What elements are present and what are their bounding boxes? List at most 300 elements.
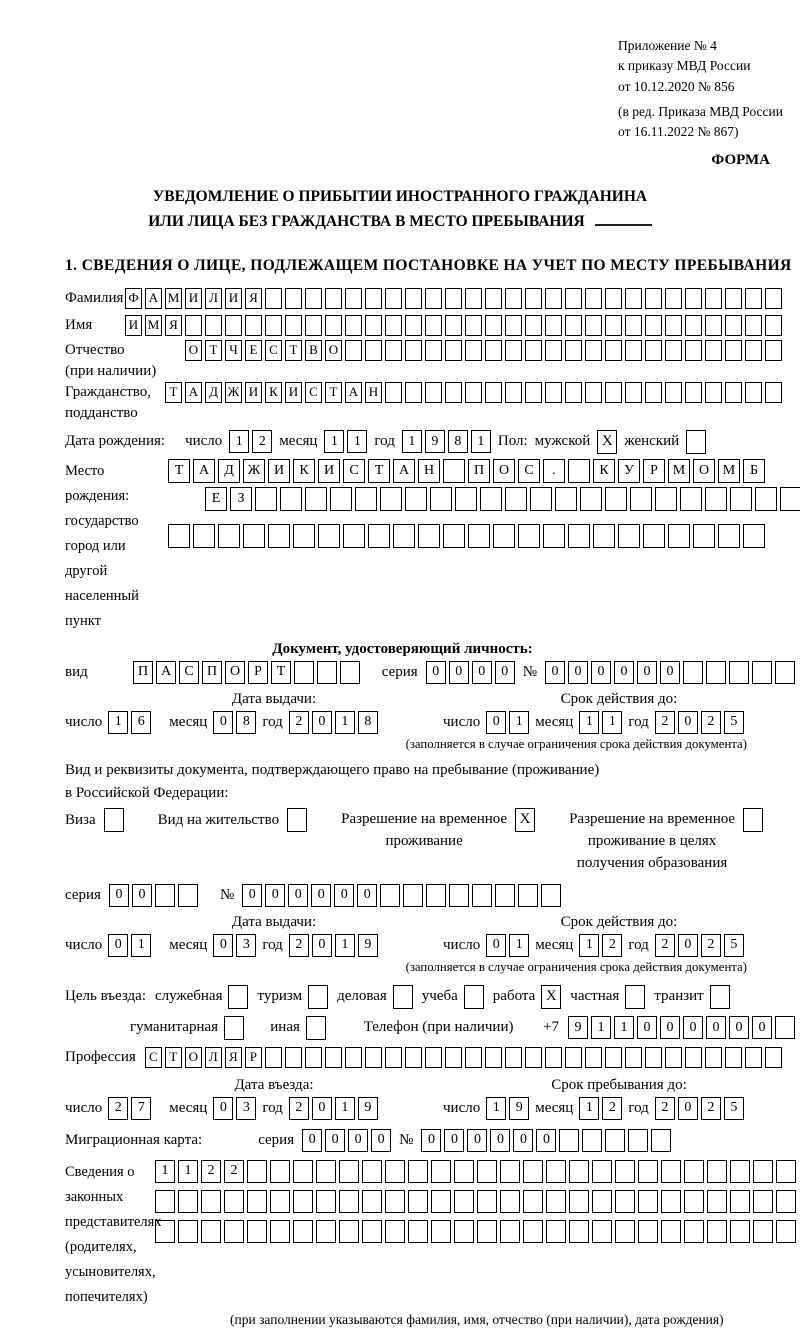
char-box: 2 [701, 1097, 721, 1120]
char-box [753, 1190, 773, 1213]
char-box [685, 288, 702, 309]
char-box [615, 1160, 635, 1183]
char-box: 2 [252, 430, 272, 453]
char-box [316, 1220, 336, 1243]
char-box [585, 315, 602, 336]
patronymic-boxes [185, 340, 782, 361]
char-box [472, 884, 492, 907]
char-box [523, 1160, 543, 1183]
char-box: 2 [655, 934, 675, 957]
char-box [500, 1220, 520, 1243]
char-box [265, 315, 282, 336]
char-box [685, 340, 702, 361]
char-box [645, 340, 662, 361]
header-line: к приказу МВД России [618, 58, 751, 74]
char-box [665, 340, 682, 361]
char-box: С [305, 382, 322, 403]
char-box [477, 1190, 497, 1213]
char-box [505, 382, 522, 403]
char-box: 1 [335, 934, 355, 957]
char-box [293, 1220, 313, 1243]
char-box [225, 315, 242, 336]
char-box: 0 [213, 1097, 233, 1120]
identity-dates-block [65, 691, 795, 734]
char-box [340, 661, 360, 684]
char-box [725, 1047, 742, 1068]
char-box [665, 382, 682, 403]
checkbox-box [287, 808, 307, 832]
forma-label: ФОРМА [711, 152, 770, 169]
char-box [523, 1220, 543, 1243]
char-box [546, 1220, 566, 1243]
option-temp-residence-education-label: Разрешение на временное проживание в целях получения образования [569, 810, 736, 871]
citizenship-boxes [165, 382, 782, 403]
birth-place-labels: Место рождения: государство город или другой населенный пункт [65, 462, 139, 629]
char-box [325, 1047, 342, 1068]
entry-purpose-row2 [130, 1016, 795, 1040]
char-box [543, 524, 565, 548]
char-box [555, 487, 577, 511]
char-box [645, 315, 662, 336]
char-box [385, 315, 402, 336]
birth-place-row2 [205, 487, 800, 511]
identity-doc-heading: Документ, удостоверяющий личность: [272, 640, 533, 657]
char-box [380, 884, 400, 907]
char-box [193, 524, 215, 548]
seriya-label: серия [65, 886, 101, 903]
purpose-official: служебная [155, 985, 249, 1009]
char-box: 3 [236, 934, 256, 957]
char-box [565, 288, 582, 309]
char-box: 0 [265, 884, 285, 907]
char-box: 0 [568, 661, 588, 684]
char-box: 0 [513, 1129, 533, 1152]
number-label: № [399, 1131, 414, 1148]
residence-valid-day [486, 934, 529, 957]
year-label: год [262, 713, 283, 730]
char-box: 1 [509, 711, 529, 734]
char-box: 9 [509, 1097, 529, 1120]
entry-date-row [65, 1097, 443, 1120]
char-box [500, 1160, 520, 1183]
residence-issue-month [213, 934, 256, 957]
char-box [385, 288, 402, 309]
option-temp-residence-label: Разрешение на временное проживание [341, 810, 508, 849]
char-box [505, 1047, 522, 1068]
char-box [293, 524, 315, 548]
identity-issue-col [65, 691, 443, 734]
migration-seriya-boxes [302, 1129, 391, 1152]
profession-label: Профессия [65, 1048, 136, 1065]
day-label: число [65, 713, 103, 730]
char-box [625, 315, 642, 336]
char-box: 5 [724, 934, 744, 957]
char-box: Б [743, 459, 765, 483]
char-box [325, 315, 342, 336]
legal-representatives-boxes [155, 1160, 796, 1250]
char-box: 0 [302, 1129, 322, 1152]
char-box: 0 [637, 1016, 657, 1039]
char-box [454, 1190, 474, 1213]
char-box: О [185, 1047, 202, 1068]
phone-prefix: +7 [543, 1019, 559, 1036]
char-box: 0 [706, 1016, 726, 1039]
char-box [485, 288, 502, 309]
char-box [443, 524, 465, 548]
birth-month-boxes [324, 430, 367, 453]
char-box [559, 1129, 579, 1152]
char-box [638, 1220, 658, 1243]
char-box [247, 1160, 267, 1183]
char-box [168, 524, 190, 548]
char-box: 3 [236, 1097, 256, 1120]
year-label: год [374, 433, 395, 450]
char-box [730, 1190, 750, 1213]
char-box [224, 1220, 244, 1243]
char-box [638, 1190, 658, 1213]
issue-date-header: Дата выдачи: [231, 690, 317, 707]
char-box [408, 1190, 428, 1213]
year-label: год [628, 936, 649, 953]
char-box: Ж [243, 459, 265, 483]
char-box [368, 524, 390, 548]
checkbox-box: X [597, 430, 617, 454]
char-box [645, 288, 662, 309]
char-box [465, 382, 482, 403]
char-box: 0 [637, 661, 657, 684]
day-label: число [65, 936, 103, 953]
char-box [318, 524, 340, 548]
char-box [725, 382, 742, 403]
birth-date-label: Дата рождения: [65, 433, 166, 450]
char-box [505, 487, 527, 511]
char-box: И [125, 315, 142, 336]
char-box: А [156, 661, 176, 684]
char-box: 2 [655, 711, 675, 734]
char-box [582, 1129, 602, 1152]
month-label: месяц [279, 433, 318, 450]
char-box [565, 1047, 582, 1068]
identity-issue-year [289, 711, 378, 734]
char-box: 0 [472, 661, 492, 684]
stay-until-header: Срок пребывания до: [551, 1076, 687, 1093]
char-box [707, 1160, 727, 1183]
char-box: Ч [225, 340, 242, 361]
char-box [443, 459, 465, 483]
char-box [365, 340, 382, 361]
char-box: 2 [655, 1097, 675, 1120]
char-box: С [145, 1047, 162, 1068]
sex-label: Пол: [497, 433, 528, 450]
char-box [317, 661, 337, 684]
identity-issue-month [213, 711, 256, 734]
patronymic-label: Отчество (при наличии) [65, 341, 157, 379]
char-box: 2 [289, 934, 309, 957]
char-box: 0 [683, 1016, 703, 1039]
char-box: 1 [591, 1016, 611, 1039]
char-box [445, 382, 462, 403]
citizenship-label: Гражданство, подданство [65, 383, 152, 421]
char-box [305, 288, 322, 309]
char-box [568, 524, 590, 548]
char-box: 0 [545, 661, 565, 684]
char-box [593, 524, 615, 548]
char-box [685, 1047, 702, 1068]
char-box [615, 1190, 635, 1213]
char-box [684, 1190, 704, 1213]
char-box [518, 524, 540, 548]
char-box [545, 288, 562, 309]
char-box [684, 1160, 704, 1183]
char-box [418, 524, 440, 548]
month-label: месяц [535, 1099, 574, 1116]
char-box [693, 524, 715, 548]
identity-valid-day [486, 711, 529, 734]
sex-female-label: женский [624, 433, 680, 450]
char-box [485, 340, 502, 361]
section1-heading: 1. СВЕДЕНИЯ О ЛИЦЕ, ПОДЛЕЖАЩЕМ ПОСТАНОВКЕ НА УЧЕТ ПО МЕСТУ ПРЕБЫВАНИЯ [65, 256, 792, 274]
char-box: М [165, 288, 182, 309]
char-box [580, 487, 602, 511]
char-box [765, 382, 782, 403]
char-box: 0 [325, 1129, 345, 1152]
sex-female-checkbox [686, 430, 706, 454]
char-box [705, 288, 722, 309]
residence-number-boxes [242, 884, 561, 907]
char-box: Л [205, 1047, 222, 1068]
char-box [565, 340, 582, 361]
char-box [605, 315, 622, 336]
char-box: 5 [724, 711, 744, 734]
char-box: К [293, 459, 315, 483]
char-box [605, 1129, 625, 1152]
char-box: 0 [614, 661, 634, 684]
identity-issue-day [108, 711, 151, 734]
purpose-study: учеба [422, 985, 484, 1009]
residence-doc-intro2: в Российской Федерации: [65, 784, 229, 801]
entry-day [108, 1097, 151, 1120]
char-box: О [493, 459, 515, 483]
char-box [545, 382, 562, 403]
char-box: 1 [131, 934, 151, 957]
char-box [270, 1220, 290, 1243]
char-box: Т [165, 1047, 182, 1068]
sex-male-checkbox [597, 430, 617, 454]
char-box [403, 884, 423, 907]
char-box [743, 524, 765, 548]
char-box [518, 884, 538, 907]
purpose-tourism-checkbox [308, 985, 328, 1009]
char-box [265, 1047, 282, 1068]
sex-male-label: мужской [534, 433, 591, 450]
char-box: 1 [335, 711, 355, 734]
char-box [270, 1190, 290, 1213]
form-title-line2: ИЛИ ЛИЦА БЕЗ ГРАЖДАНСТВА В МЕСТО ПРЕБЫВАНИЯ [0, 210, 800, 235]
checkbox-box [393, 985, 413, 1009]
char-box [285, 1047, 302, 1068]
identity-valid-col [443, 691, 795, 734]
char-box [645, 1047, 662, 1068]
identity-number-boxes [545, 661, 795, 684]
char-box: О [693, 459, 715, 483]
char-box: 0 [213, 934, 233, 957]
char-box: 1 [229, 430, 249, 453]
char-box: О [325, 340, 342, 361]
identity-kind-row [65, 661, 795, 684]
header-line: от 16.11.2022 № 867) [618, 124, 739, 139]
valid-until-header: Срок действия до: [560, 690, 678, 707]
char-box [730, 487, 752, 511]
char-box [385, 1220, 405, 1243]
char-box [155, 1190, 175, 1213]
residence-issue-day [108, 934, 151, 957]
char-box [305, 1047, 322, 1068]
char-box [775, 1016, 795, 1039]
char-box [465, 340, 482, 361]
legal-row3 [155, 1220, 796, 1243]
residence-valid-row [443, 934, 795, 957]
purpose-work: работа X [493, 985, 562, 1009]
identity-valid-row [443, 711, 795, 734]
char-box [655, 487, 677, 511]
purpose-transit: транзит [654, 985, 729, 1009]
char-box: Д [218, 459, 240, 483]
purpose-study-checkbox [464, 985, 484, 1009]
char-box: Я [165, 315, 182, 336]
char-box [651, 1129, 671, 1152]
char-box [705, 382, 722, 403]
char-box [455, 487, 477, 511]
char-box [480, 487, 502, 511]
char-box [525, 315, 542, 336]
char-box [765, 288, 782, 309]
char-box: С [265, 340, 282, 361]
char-box [425, 340, 442, 361]
appendix-header [618, 36, 800, 142]
identity-issue-row [65, 711, 443, 734]
stay-month [579, 1097, 622, 1120]
char-box: 0 [312, 711, 332, 734]
char-box: 0 [312, 1097, 332, 1120]
char-box: И [285, 382, 302, 403]
checkbox-box [625, 985, 645, 1009]
patronymic-row [65, 340, 795, 382]
header-line: (в ред. Приказа МВД России [618, 103, 783, 119]
char-box [405, 1047, 422, 1068]
char-box: 0 [660, 1016, 680, 1039]
issue-date-header: Дата выдачи: [231, 913, 317, 930]
char-box [661, 1190, 681, 1213]
char-box [745, 340, 762, 361]
char-box [155, 1220, 175, 1243]
char-box [592, 1220, 612, 1243]
char-box [585, 288, 602, 309]
seriya-label: серия [258, 1131, 295, 1148]
char-box [178, 1190, 198, 1213]
char-box [380, 487, 402, 511]
char-box [325, 288, 342, 309]
char-box: 2 [108, 1097, 128, 1120]
char-box [408, 1160, 428, 1183]
char-box [493, 524, 515, 548]
entry-year [289, 1097, 378, 1120]
char-box [405, 487, 427, 511]
char-box [725, 340, 742, 361]
char-box: 0 [536, 1129, 556, 1152]
char-box: 8 [448, 430, 468, 453]
char-box: Р [248, 661, 268, 684]
char-box: М [668, 459, 690, 483]
year-label: год [262, 1099, 283, 1116]
char-box [776, 1220, 796, 1243]
char-box: 1 [614, 1016, 634, 1039]
char-box [201, 1220, 221, 1243]
char-box [545, 315, 562, 336]
birth-year-boxes [402, 430, 491, 453]
char-box [523, 1190, 543, 1213]
residence-issue-year [289, 934, 378, 957]
char-box: 1 [486, 1097, 506, 1120]
char-box [468, 524, 490, 548]
char-box [465, 288, 482, 309]
day-label: число [185, 433, 223, 450]
char-box [628, 1129, 648, 1152]
char-box [661, 1220, 681, 1243]
char-box [454, 1160, 474, 1183]
char-box [707, 1220, 727, 1243]
char-box [776, 1190, 796, 1213]
char-box: О [185, 340, 202, 361]
birth-place-row3 [168, 524, 800, 548]
checkbox-box: X [541, 985, 561, 1009]
char-box [685, 382, 702, 403]
char-box [705, 315, 722, 336]
month-label: месяц [169, 936, 208, 953]
char-box: 0 [591, 661, 611, 684]
char-box [430, 487, 452, 511]
char-box [765, 340, 782, 361]
given-name-label: Имя [65, 316, 93, 333]
char-box: 0 [421, 1129, 441, 1152]
purpose-other-checkbox [306, 1016, 326, 1040]
char-box [445, 340, 462, 361]
char-box: З [230, 487, 252, 511]
char-box [755, 487, 777, 511]
checkbox-box: X [515, 808, 535, 832]
char-box [706, 661, 726, 684]
char-box: 0 [288, 884, 308, 907]
char-box [485, 1047, 502, 1068]
char-box [345, 340, 362, 361]
char-box [505, 288, 522, 309]
char-box [405, 340, 422, 361]
identity-valid-year [655, 711, 744, 734]
char-box [477, 1160, 497, 1183]
char-box [365, 1047, 382, 1068]
char-box: 1 [602, 711, 622, 734]
char-box [745, 382, 762, 403]
char-box [465, 315, 482, 336]
option-temp-residence-checkbox [515, 808, 535, 832]
char-box [345, 1047, 362, 1068]
residence-seriya-row [65, 884, 795, 907]
char-box: 0 [108, 934, 128, 957]
purpose-humanitarian-checkbox [224, 1016, 244, 1040]
char-box [505, 340, 522, 361]
char-box [485, 315, 502, 336]
migration-card-row [65, 1129, 795, 1152]
char-box: 1 [579, 711, 599, 734]
